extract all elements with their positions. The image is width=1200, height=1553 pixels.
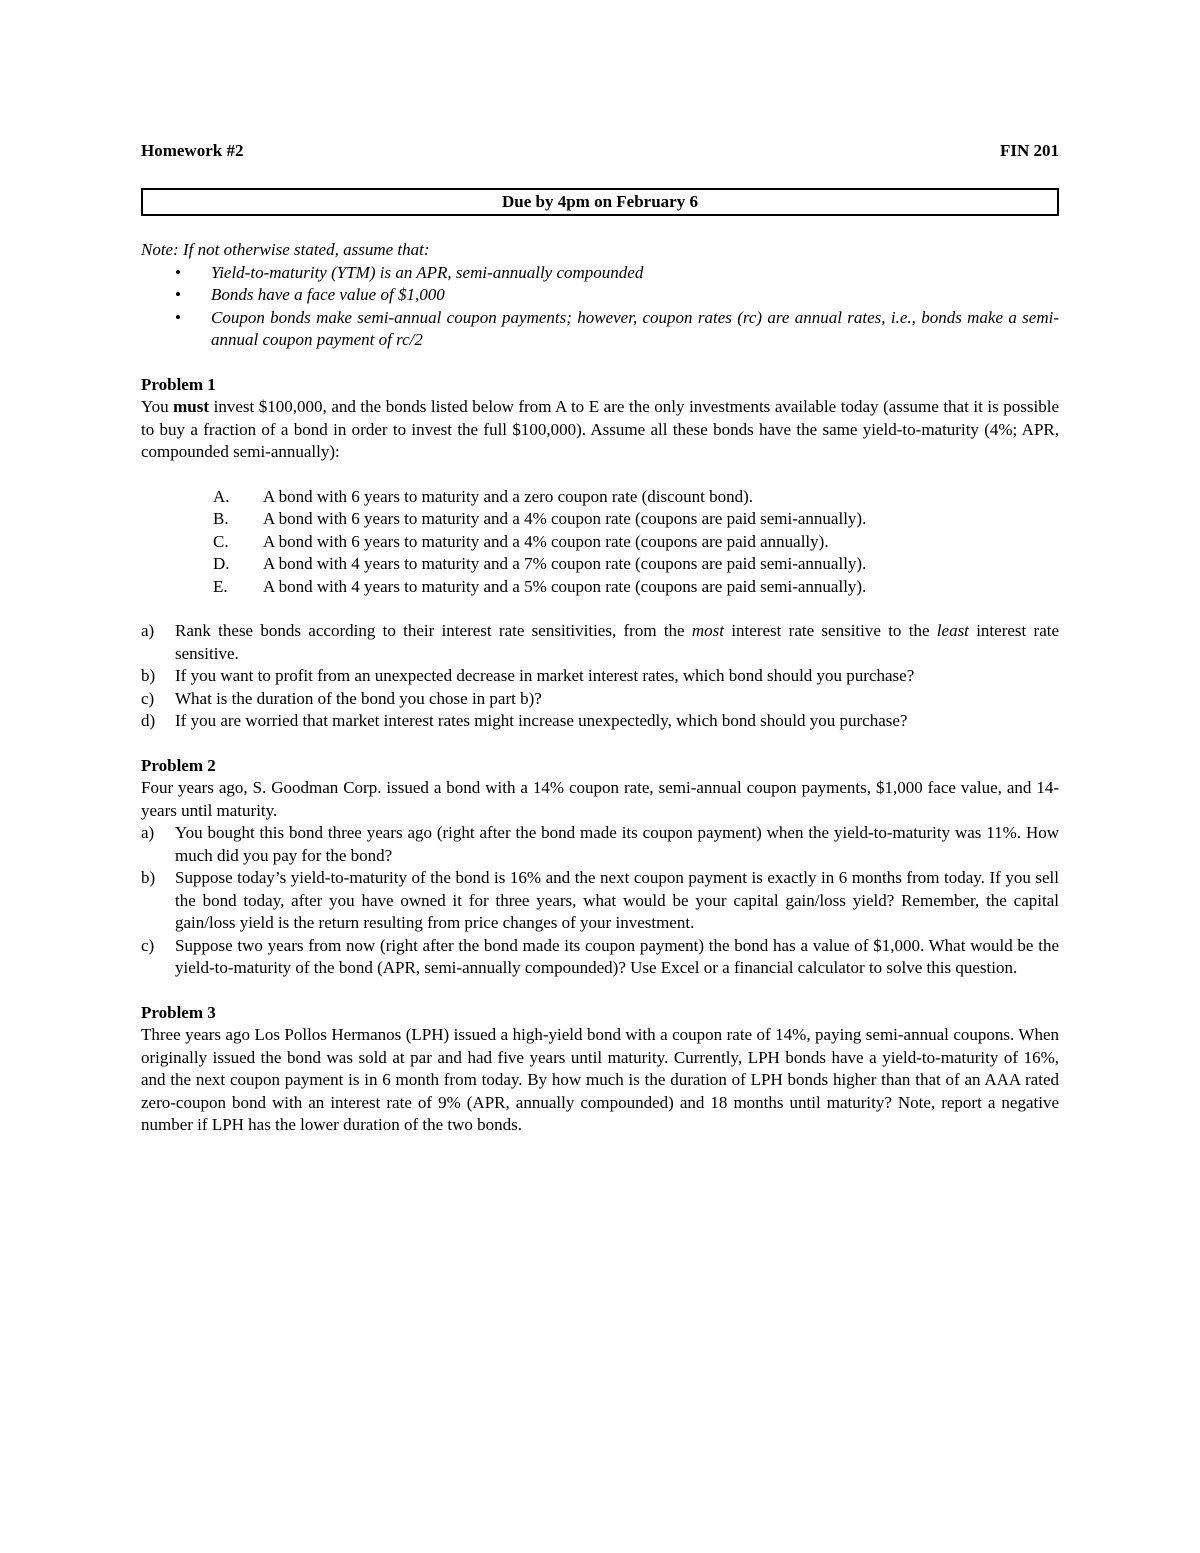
bullet-icon: • [175, 262, 181, 282]
bond-item [141, 486, 1059, 509]
question-text: Suppose two years from now (right after the bond made its coupon payment) the bond has a value of $1,000. What would be the yield-to-maturity of the bond (APR, semi-annually compounded)? Use Excel or a financial calculator to solve this question. [175, 935, 1059, 977]
due-date-box [141, 188, 1059, 216]
question-letter: a) [141, 621, 155, 640]
question-emphasis: most [691, 621, 725, 640]
problem-1-intro [141, 396, 1059, 464]
problem-3-title: Problem 3 [141, 1002, 216, 1022]
problem-2-questions [141, 822, 1059, 980]
assumption-item [141, 262, 1059, 285]
question-item [141, 665, 1059, 688]
question-letter: b) [141, 666, 156, 685]
question-item [141, 620, 1059, 665]
document-page [141, 140, 1059, 1137]
bond-text: A bond with 4 years to maturity and a 5% coupon rate (coupons are paid semi-annually). [263, 576, 867, 596]
intro-emphasis: must [173, 397, 210, 416]
bond-letter: C. [213, 531, 229, 551]
problem-2-title: Problem 2 [141, 755, 216, 775]
assumptions-list [141, 262, 1059, 352]
header-row [141, 140, 1059, 164]
question-item [141, 822, 1059, 867]
bond-text: A bond with 6 years to maturity and a 4% coupon rate (coupons are paid annually). [263, 531, 829, 551]
question-letter: c) [141, 935, 155, 955]
question-text: If you are worried that market interest rates might increase unexpectedly, which bond should you purchase? [175, 711, 908, 730]
assumption-text: Bonds have a face value of $1,000 [211, 285, 445, 304]
bullet-icon: • [175, 285, 181, 304]
problem-3-text: Three years ago Los Pollos Hermanos (LPH) issued a high-yield bond with a coupon rate of 14%, paying semi-annual coupons. When originally issued the bond was sold at par and had five years until maturity. Currently, LPH bonds have a yield-to-maturity of 16%, and the next coupon payment is in 6 month from today. By how much is the duration of LPH bonds higher than that of an AAA rated zero-coupon bond with an interest rate of 9% (APR, annually compounded) and 18 months until maturity? Note, report a negative number if LPH has the lower duration of the two bonds. [141, 1025, 1059, 1134]
assumption-item [141, 307, 1059, 352]
assumption-text: Yield-to-maturity (YTM) is an APR, semi-annually compounded [211, 262, 644, 282]
problem-2-intro: Four years ago, S. Goodman Corp. issued a bond with a 14% coupon rate, semi-annual coupon payments, $1,000 face value, and 14-years until maturity. [141, 778, 1059, 820]
due-date-text: Due by 4pm on February 6 [502, 191, 698, 211]
bullet-icon: • [175, 307, 181, 327]
question-letter: c) [141, 688, 155, 708]
question-item [141, 867, 1059, 935]
assumption-item [141, 284, 1059, 307]
bond-item [141, 531, 1059, 554]
bond-item [141, 576, 1059, 599]
question-item [141, 935, 1059, 980]
bond-letter: B. [213, 509, 229, 528]
question-text: interest rate sensitive to the [724, 621, 937, 640]
problem-2-section [141, 755, 1059, 980]
bond-text: A bond with 6 years to maturity and a 4% coupon rate (coupons are paid semi-annually). [263, 509, 867, 528]
question-text: Rank these bonds according to their interest rate sensitivities, from the [175, 621, 692, 640]
question-text: interest rate sensitive. [175, 621, 1060, 663]
problem-1-questions [141, 620, 1059, 733]
note-intro: Note: If not otherwise stated, assume that: [141, 240, 430, 259]
question-text: You bought this bond three years ago (right after the bond made its coupon payment) when the yield-to-maturity was 11%. How much did you pay for the bond? [175, 823, 1059, 865]
question-emphasis: least [936, 621, 969, 640]
bond-list [141, 486, 1059, 599]
problem-3-section [141, 1002, 1059, 1137]
problem-1-title: Problem 1 [141, 374, 216, 394]
question-text: What is the duration of the bond you chose in part b)? [175, 688, 542, 708]
assumptions-note [141, 239, 1059, 352]
question-letter: a) [141, 823, 155, 842]
question-text: If you want to profit from an unexpected decrease in market interest rates, which bond should you purchase? [175, 666, 915, 685]
question-letter: d) [141, 711, 156, 730]
question-item [141, 710, 1059, 733]
bond-item [141, 508, 1059, 531]
question-letter: b) [141, 868, 156, 887]
bond-item [141, 553, 1059, 576]
problem-1-section [141, 374, 1059, 733]
intro-text: You [141, 397, 174, 416]
question-text: Suppose today’s yield-to-maturity of the bond is 16% and the next coupon payment is exactly in 6 months from today. If you sell the bond today, after you have owned it for three years, what would be your capital gain/loss yield? Remember, the capital gain/loss yield is the return resulting from price changes of your investment. [175, 868, 1059, 932]
question-item [141, 688, 1059, 711]
bond-letter: A. [213, 486, 230, 506]
bond-text: A bond with 6 years to maturity and a zero coupon rate (discount bond). [263, 486, 754, 506]
course-code: FIN 201 [999, 141, 1059, 160]
bond-text: A bond with 4 years to maturity and a 7% coupon rate (coupons are paid semi-annually). [263, 554, 867, 573]
bond-letter: D. [213, 554, 230, 573]
intro-text: invest $100,000, and the bonds listed below from A to E are the only investments available today (assume that it is possible to buy a fraction of a bond in order to invest the full $100,000). Assume all these bonds have the same yield-to-maturity (4%; APR, compounded semi-annually): [141, 397, 1059, 461]
bond-letter: E. [213, 576, 228, 596]
assumption-text: Coupon bonds make semi-annual coupon payments; however, coupon rates (rc) are annual rates, i.e., bonds make a semi-annual coupon payment of rc/2 [211, 307, 1059, 349]
homework-title: Homework #2 [141, 141, 244, 160]
